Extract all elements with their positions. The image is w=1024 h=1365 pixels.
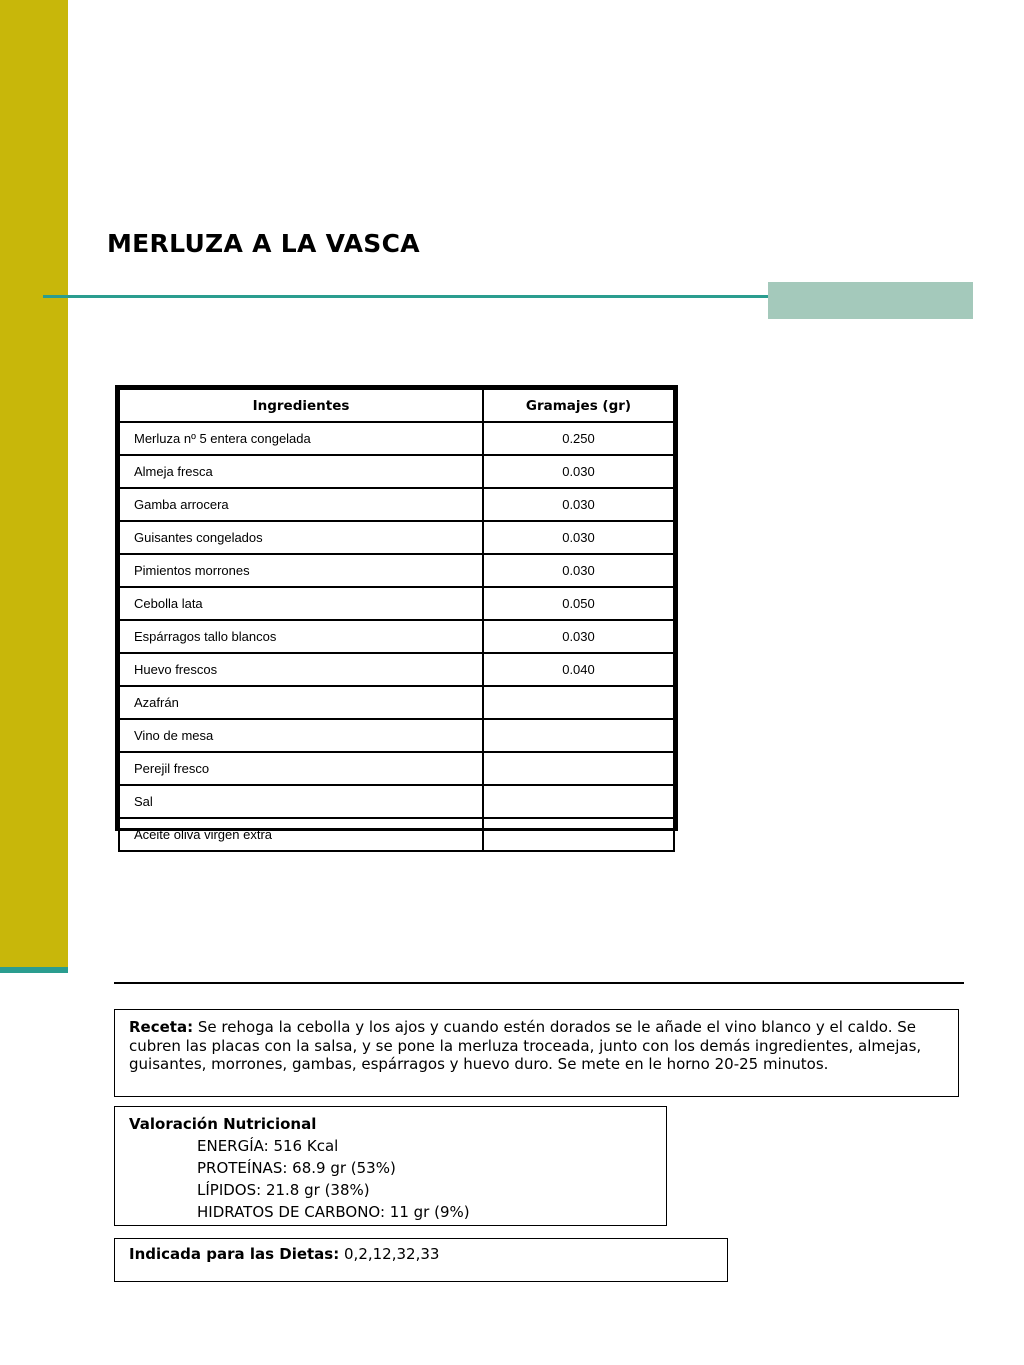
ingredient-cell: Gamba arrocera — [119, 488, 483, 521]
grams-cell: 0.030 — [483, 488, 674, 521]
grams-header: Gramajes (gr) — [483, 389, 674, 422]
diets-value: 0,2,12,32,33 — [339, 1245, 440, 1263]
grams-cell — [483, 752, 674, 785]
ingredient-cell: Merluza nº 5 entera congelada — [119, 422, 483, 455]
side-accent-bar-foot — [0, 967, 68, 973]
diets-box — [114, 1238, 728, 1282]
ingredient-cell: Sal — [119, 785, 483, 818]
diets-label: Indicada para las Dietas: — [129, 1245, 340, 1263]
ingredient-cell: Almeja fresca — [119, 455, 483, 488]
nutrition-lipids: LÍPIDOS: 21.8 gr (38%) — [197, 1181, 370, 1199]
grams-cell: 0.030 — [483, 554, 674, 587]
table-header-row — [119, 389, 674, 422]
table-row — [119, 686, 674, 719]
ingredient-cell: Vino de mesa — [119, 719, 483, 752]
ingredient-cell: Cebolla lata — [119, 587, 483, 620]
grams-cell: 0.030 — [483, 521, 674, 554]
ingredient-cell: Huevo frescos — [119, 653, 483, 686]
table-row — [119, 719, 674, 752]
recipe-box — [114, 1009, 959, 1097]
nutrition-energy: ENERGÍA: 516 Kcal — [197, 1137, 339, 1155]
page-title: MERLUZA A LA VASCA — [107, 229, 420, 258]
ingredient-cell: Aceite oliva virgen extra — [119, 818, 483, 851]
table-row — [119, 521, 674, 554]
ingredients-table — [115, 385, 678, 842]
table-row — [119, 752, 674, 785]
grams-cell: 0.250 — [483, 422, 674, 455]
table-row — [119, 554, 674, 587]
table-row — [119, 455, 674, 488]
grams-cell: 0.030 — [483, 620, 674, 653]
table-row — [119, 488, 674, 521]
nutrition-proteins: PROTEÍNAS: 68.9 gr (53%) — [197, 1159, 396, 1177]
table-row — [119, 587, 674, 620]
ingredients-header: Ingredientes — [119, 389, 483, 422]
recipe-text: Se rehoga la cebolla y los ajos y cuando estén dorados se le añade el vino blanco y el caldo. Se cubren las placas con la salsa, y se pone la merluza troceada, junto con los demás ingredientes, almejas, guisantes, morrones, gambas, espárragos y huevo duro. Se mete en le horno 20-25 minutos. — [129, 1018, 922, 1073]
table-row — [119, 653, 674, 686]
ingredient-cell: Pimientos morrones — [119, 554, 483, 587]
grams-cell: 0.030 — [483, 455, 674, 488]
table-row — [119, 785, 674, 818]
table-row — [119, 620, 674, 653]
ingredient-cell: Espárragos tallo blancos — [119, 620, 483, 653]
grams-cell: 0.050 — [483, 587, 674, 620]
ingredient-cell: Perejil fresco — [119, 752, 483, 785]
table-row — [119, 422, 674, 455]
side-accent-bar — [0, 0, 68, 968]
title-accent-block — [768, 282, 973, 319]
grams-cell: 0.040 — [483, 653, 674, 686]
nutrition-box — [114, 1106, 667, 1226]
nutrition-carbohydrates: HIDRATOS DE CARBONO: 11 gr (9%) — [197, 1203, 470, 1221]
recipe-label: Receta: — [129, 1018, 194, 1036]
grams-cell — [483, 785, 674, 818]
grams-cell — [483, 686, 674, 719]
nutrition-label: Valoración Nutricional — [129, 1115, 317, 1133]
grams-cell — [483, 719, 674, 752]
table-body — [119, 422, 674, 851]
grams-cell — [483, 818, 674, 851]
ingredient-cell: Azafrán — [119, 686, 483, 719]
ingredient-cell: Guisantes congelados — [119, 521, 483, 554]
section-divider — [114, 982, 964, 984]
table-row — [119, 818, 674, 851]
